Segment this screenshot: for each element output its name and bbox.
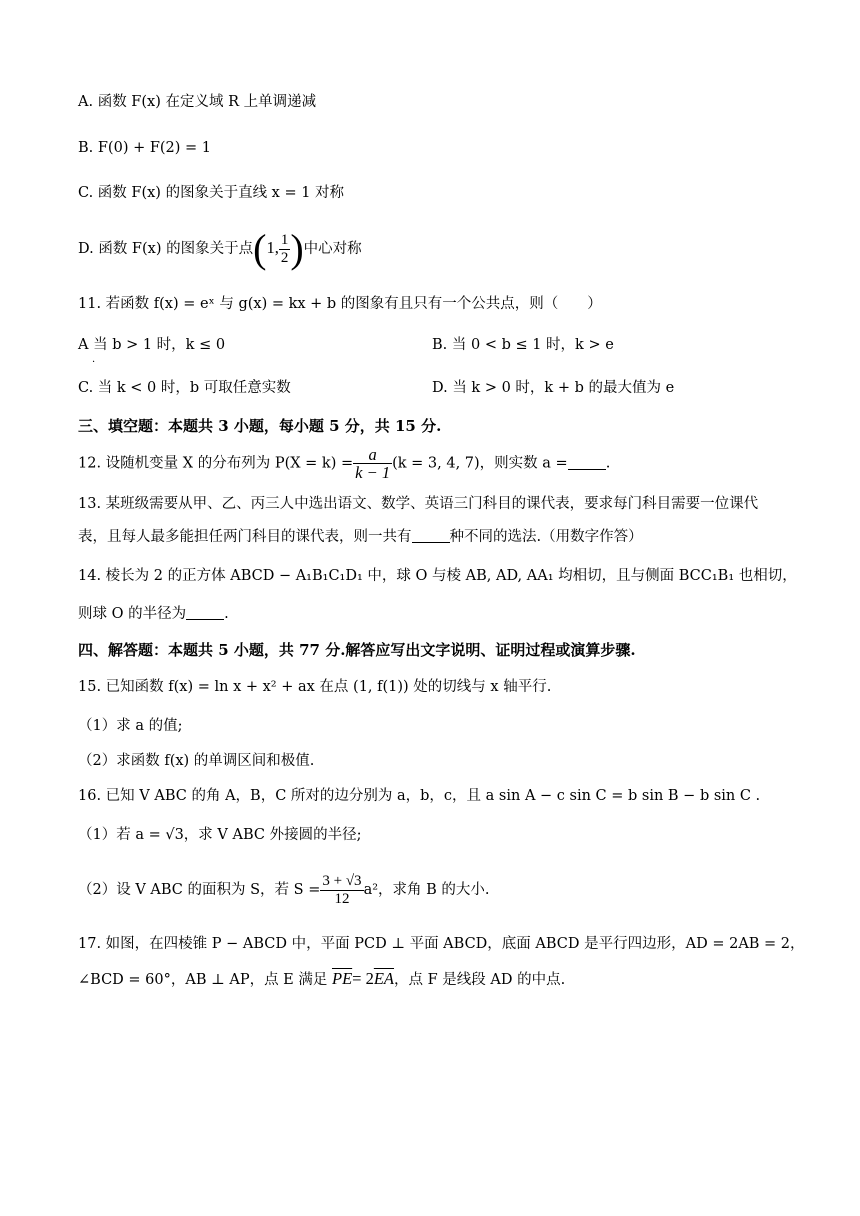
q16-frac-num: 3 + √3 [322,872,362,889]
q13-line1: 13. 某班级需要从甲、乙、丙三人中选出语文、数学、英语三门科目的课代表，要求每门科目需要一位课代 [78,496,759,512]
q16-part1: （1）若 a = √3，求 V ABC 外接圆的半径; [78,827,362,843]
q10-point-num: 1 [280,231,289,248]
q11-option-b: B. 当 0 < b ≤ 1 时，k > e [432,337,614,353]
stray-dot: · [92,357,96,368]
q12-end: . [605,455,611,472]
section4-heading: 四、解答题：本题共 5 小题，共 77 分.解答应写出文字说明、证明过程或演算步骤. [78,641,636,659]
q12-answer-blank [568,455,606,470]
q16-part2 [78,870,490,910]
q13-line2-prefix: 表，且每人最多能担任两门科目的课代表，则一共有 [78,529,412,545]
q14-line2 [78,604,229,624]
q14-line1: 14. 棱长为 2 的正方体 ABCD − A₁B₁C₁D₁ 中，球 O 与棱 AB, AD, AA₁ 均相切，且与侧面 BCC₁B₁ 也相切， [78,568,797,584]
q15-part2: （2）求函数 f(x) 的单调区间和极值. [78,753,315,769]
q10-option-a: A. 函数 F(x) 在定义域 R 上单调递减 [78,94,317,110]
q16-part2-prefix: （2）设 V ABC 的面积为 S，若 S = [78,882,321,898]
q12-frac-num: a [353,446,392,464]
q12-prefix: 12. 设随机变量 X 的分布列为 P(X = k) = [78,455,354,472]
q10-point-den: 2 [280,249,289,266]
q14-answer-blank [186,605,224,620]
q12-fraction [353,446,392,481]
vector-ea: $\overline{EA}$ [373,969,395,988]
q17-line2-prefix: ∠BCD = 60°，AB ⊥ AP，点 E 满足 [78,972,328,988]
q16-part2-suffix: a²，求角 B 的大小. [363,882,490,898]
q13-line2 [78,527,643,547]
q10-option-d [78,228,362,269]
q10-point-fraction [279,232,291,267]
q11-stem: 11. 若函数 f(x) = eˣ 与 g(x) = kx + b 的图象有且只有一个公共点，则（ ） [78,296,602,312]
q15-part1: （1）求 a 的值; [78,718,183,734]
q11-option-a: A 当 b > 1 时，k ≤ 0 [78,337,226,353]
q14-line2-suffix: . [224,606,229,622]
q16-fraction [320,873,363,908]
vector-pe: $\overline{PE}$ [331,969,353,988]
q11-option-c: C. 当 k < 0 时，b 可取任意实数 [78,380,291,396]
q12-frac-den: k − 1 [355,463,391,482]
left-paren: ( [253,226,267,271]
q17-line2-suffix: ，点 F 是线段 AD 的中点. [394,972,566,988]
section3-heading: 三、填空题：本题共 3 小题，每小题 5 分，共 15 分. [78,417,442,435]
q15-stem: 15. 已知函数 f(x) = ln x + x² + ax 在点 (1, f(1)) 处的切线与 x 轴平行. [78,679,552,695]
q17-equals: = 2 [352,969,374,988]
q10-point-x: 1, [266,238,279,257]
q10-option-c: C. 函数 F(x) 的图象关于直线 x = 1 对称 [78,185,345,201]
q13-line2-suffix: 种不同的选法.（用数字作答） [449,529,643,545]
q10-option-d-suffix: 中心对称 [303,241,362,257]
q16-frac-den: 12 [334,890,350,907]
q13-answer-blank [412,528,450,543]
q11-option-d: D. 当 k > 0 时，k + b 的最大值为 e [432,380,675,396]
q12 [78,446,610,481]
right-paren: ) [290,226,304,271]
q14-line2-prefix: 则球 O 的半径为 [78,606,187,622]
q17-line1: 17. 如图，在四棱锥 P − ABCD 中，平面 PCD ⊥ 平面 ABCD，底面 ABCD 是平行四边形，AD = 2AB = 2， [78,936,805,952]
q17-line2 [78,969,565,990]
q12-suffix: (k = 3, 4, 7)，则实数 a = [392,455,568,472]
q10-option-b: B. F(0) + F(2) = 1 [78,140,212,156]
q16-stem: 16. 已知 V ABC 的角 A，B，C 所对的边分别为 a，b，c，且 a sin A − c sin C = b sin B − b sin C . [78,788,761,804]
q10-option-d-prefix: D. 函数 F(x) 的图象关于点 [78,241,254,257]
